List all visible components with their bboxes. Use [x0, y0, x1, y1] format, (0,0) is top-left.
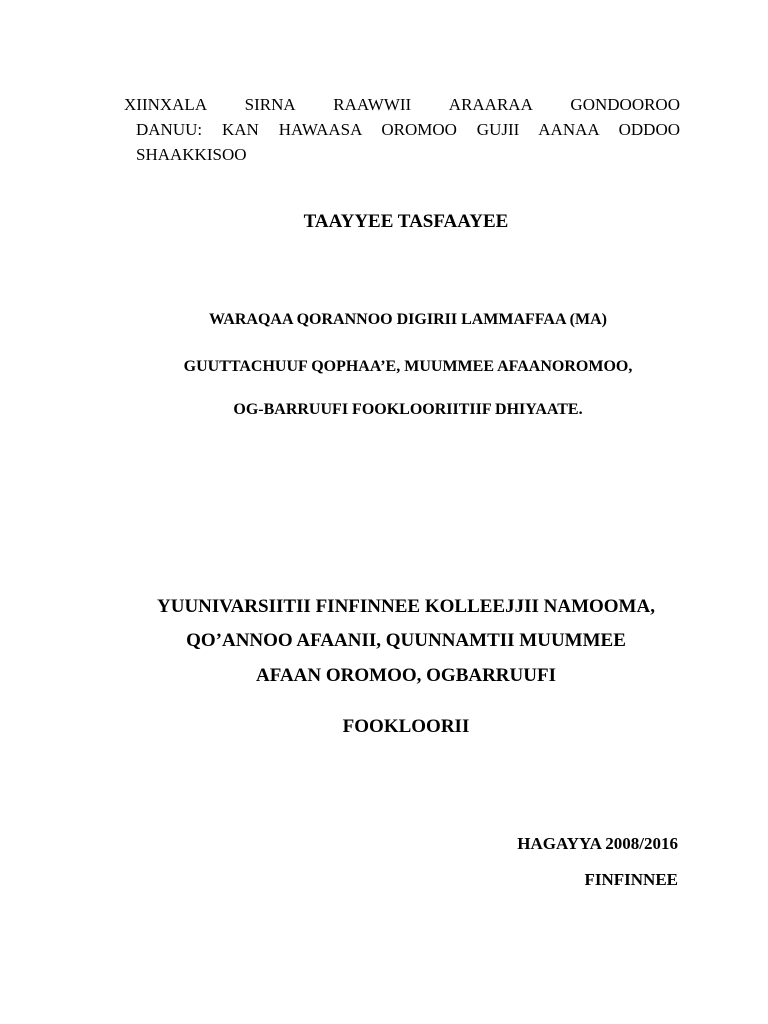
author-name: TAAYYEE TASFAAYEE — [303, 211, 509, 232]
degree-statement-line-3: OG-BARRUUFI FOOKLOORIITIIF DHIYAATE. — [233, 401, 583, 418]
submission-date: HAGAYYA 2008/2016 — [517, 834, 678, 853]
thesis-title-line-2: DANUU: KAN HAWAASA OROMOO GUJII AANAA ODDOO — [136, 120, 680, 139]
institution-line-4: FOOKLOORII — [342, 716, 470, 737]
institution-line-1: YUUNIVARSIITII FINFINNEE KOLLEEJJII NAMOOMA, — [157, 596, 655, 617]
thesis-title-line-3: SHAAKKISOO — [136, 145, 247, 164]
thesis-title-line-1: XIINXALA SIRNA RAAWWII ARAARAA GONDOOROO — [124, 95, 680, 114]
submission-place: FINFINNEE — [584, 870, 678, 889]
thesis-title — [124, 92, 680, 167]
institution-line-2: QO’ANNOO AFAANII, QUUNNAMTII MUUMMEE — [186, 630, 626, 651]
degree-statement-line-2: GUUTTACHUUF QOPHAA’E, MUUMMEE AFAANOROMOO, — [183, 358, 633, 375]
institution-line-3: AFAAN OROMOO, OGBARRUUFI — [256, 665, 556, 686]
degree-statement-line-1: WARAQAA QORANNOO DIGIRII LAMMAFFAA (MA) — [209, 311, 607, 328]
